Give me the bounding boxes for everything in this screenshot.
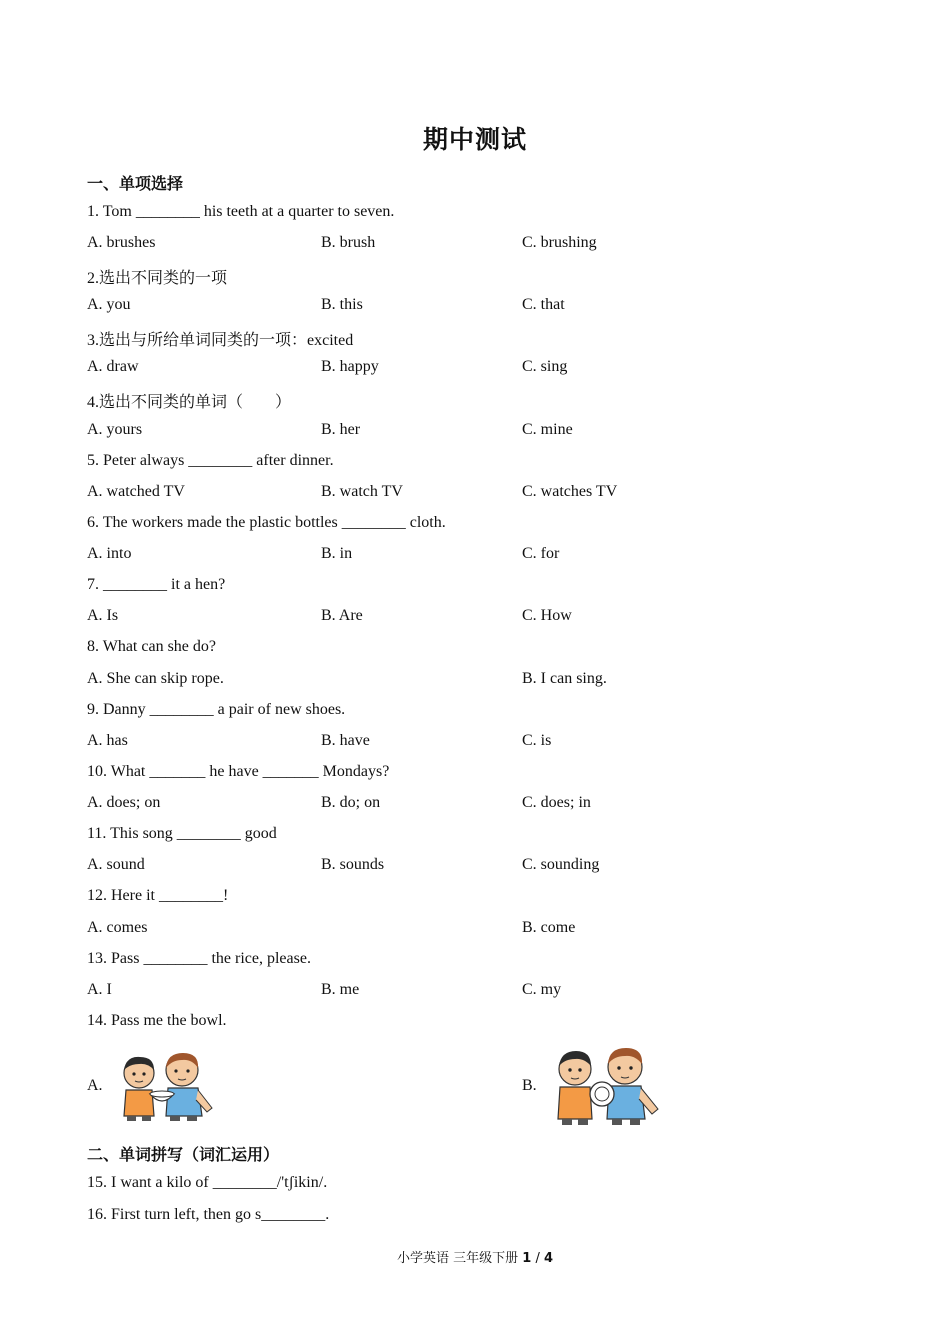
boys-with-bowl-illustration — [112, 1050, 222, 1122]
option-a: A. into — [87, 545, 132, 562]
option-c: C. is — [522, 732, 552, 749]
option-c: C. for — [522, 545, 560, 562]
option-b: B. — [522, 1077, 537, 1094]
option-a: A. — [87, 1077, 103, 1094]
option-c: C. sing — [522, 358, 568, 375]
question-stem: 4.选出不同类的单词（ ） — [87, 394, 292, 411]
option-a: A. does; on — [87, 794, 161, 811]
option-b: B. brush — [321, 234, 376, 251]
question-stem: 8. What can she do? — [87, 638, 216, 655]
page-title: 期中测试 — [422, 125, 527, 154]
question-stem: 9. Danny ________ a pair of new shoes. — [87, 701, 346, 718]
question-stem: 6. The workers made the plastic bottles ________ cloth. — [87, 514, 446, 531]
footer-separator: / — [535, 1251, 540, 1266]
option-b: B. in — [321, 545, 353, 562]
option-b: B. Are — [321, 607, 363, 624]
option-b: B. her — [321, 421, 361, 438]
question-stem: 5. Peter always ________ after dinner. — [87, 452, 334, 469]
option-a: A. has — [87, 732, 128, 749]
option-a: A. watched TV — [87, 483, 185, 500]
option-b: B. this — [321, 296, 363, 313]
option-a: A. draw — [87, 358, 139, 375]
option-b: B. come — [522, 919, 576, 936]
option-a: A. I — [87, 981, 112, 998]
spelling-question: 15. I want a kilo of ________/'tʃikin/. — [87, 1174, 328, 1191]
question-stem: 3.选出与所给单词同类的一项：excited — [87, 332, 354, 349]
option-b: B. have — [321, 732, 370, 749]
option-b: B. happy — [321, 358, 379, 375]
option-a: A. comes — [87, 919, 148, 936]
question-stem: 14. Pass me the bowl. — [87, 1012, 227, 1029]
option-c: C. does; in — [522, 794, 591, 811]
option-a: A. yours — [87, 421, 143, 438]
spelling-question: 16. First turn left, then go s________. — [87, 1206, 330, 1223]
boys-with-plate-illustration — [545, 1045, 670, 1127]
question-stem: 1. Tom ________ his teeth at a quarter to seven. — [87, 203, 395, 220]
question-stem: 13. Pass ________ the rice, please. — [87, 950, 311, 967]
section-heading-spelling: 二、单词拼写（词汇运用） — [87, 1145, 280, 1164]
option-c: C. sounding — [522, 856, 600, 873]
question-stem: 2.选出不同类的一项 — [87, 270, 228, 287]
option-a: A. She can skip rope. — [87, 670, 224, 687]
option-c: C. watches TV — [522, 483, 618, 500]
option-c: C. brushing — [522, 234, 597, 251]
option-a: A. you — [87, 296, 131, 313]
footer-page-number: 1 — [522, 1251, 532, 1266]
option-c: C. that — [522, 296, 565, 313]
question-stem: 10. What _______ he have _______ Mondays? — [87, 763, 390, 780]
option-a: A. sound — [87, 856, 145, 873]
option-b: B. me — [321, 981, 360, 998]
option-b: B. watch TV — [321, 483, 403, 500]
option-a: A. Is — [87, 607, 119, 624]
question-stem: 7. ________ it a hen? — [87, 576, 226, 593]
option-c: C. How — [522, 607, 572, 624]
option-b: B. I can sing. — [522, 670, 607, 687]
question-stem: 12. Here it ________! — [87, 887, 229, 904]
option-c: C. mine — [522, 421, 573, 438]
option-b: B. do; on — [321, 794, 381, 811]
footer-total-pages: 4 — [543, 1251, 554, 1266]
footer-subject: 小学英语 三年级下册 — [396, 1251, 519, 1266]
option-a: A. brushes — [87, 234, 156, 251]
question-stem: 11. This song ________ good — [87, 825, 277, 842]
option-c: C. my — [522, 981, 562, 998]
page-footer — [0, 1247, 950, 1266]
option-b: B. sounds — [321, 856, 385, 873]
section-heading-choice: 一、单项选择 — [87, 174, 184, 193]
